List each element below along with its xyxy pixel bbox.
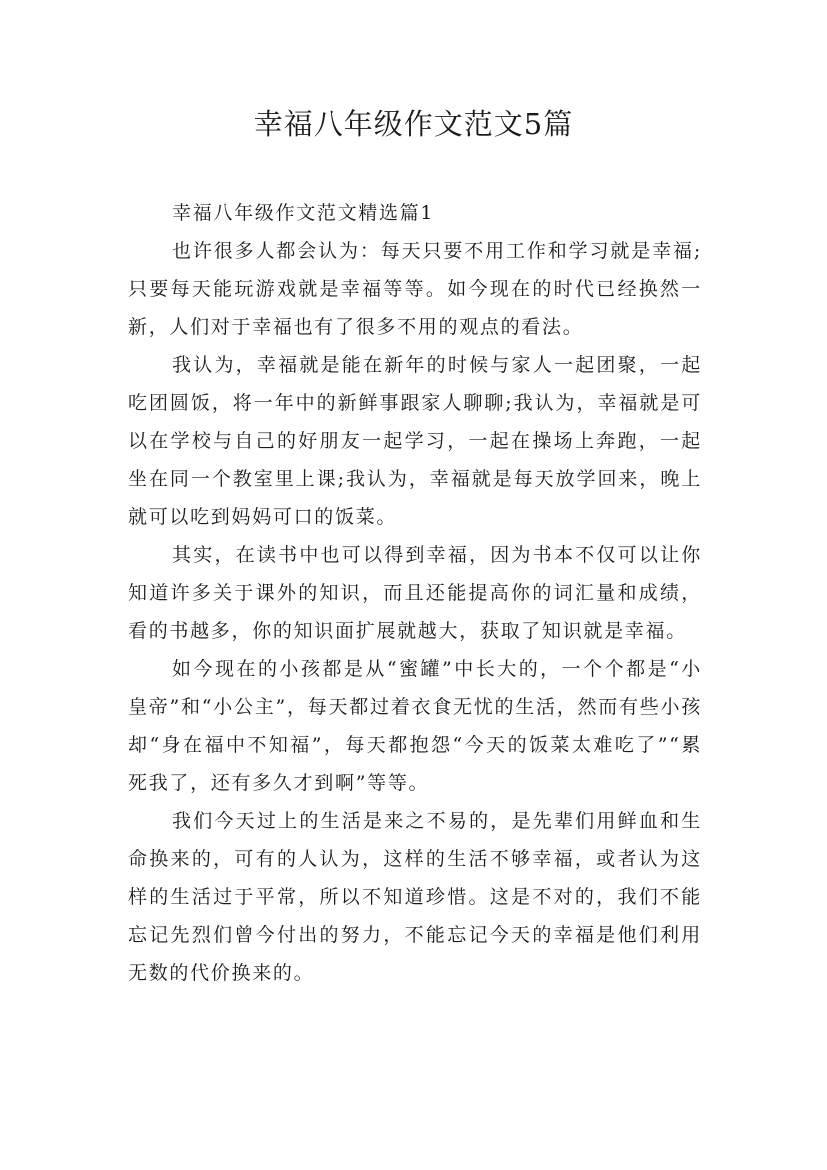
paragraph: 如今现在的小孩都是从“蜜罐”中长大的，一个个都是“小皇帝”和“小公主”，每天都过着衣食无忧的生活，然而有些小孩却“身在福中不知福”，每天都抱怨“今天的饭菜太难吃了”“累死我了，还有多久才到啊”等等。 [128, 658, 702, 794]
document-body [128, 194, 702, 992]
paragraph: 也许很多人都会认为：每天只要不用工作和学习就是幸福;只要每天能玩游戏就是幸福等等。如今现在的时代已经换然一新，人们对于幸福也有了很多不用的观点的看法。 [128, 240, 702, 338]
paragraph: 我们今天过上的生活是来之不易的，是先辈们用鲜血和生命换来的，可有的人认为，这样的生活不够幸福，或者认为这样的生活过于平常，所以不知道珍惜。这是不对的，我们不能忘记先烈们曾今付出的努力，不能忘记今天的幸福是他们利用无数的代价换来的。 [128, 810, 702, 984]
paragraph: 我认为，幸福就是能在新年的时候与家人一起团聚，一起吃团圆饭，将一年中的新鲜事跟家人聊聊;我认为，幸福就是可以在学校与自己的好朋友一起学习，一起在操场上奔跑，一起坐在同一个教室里上课;我认为，幸福就是每天放学回来，晚上就可以吃到妈妈可口的饭菜。 [128, 354, 702, 528]
section-heading: 幸福八年级作文范文精选篇1 [172, 202, 435, 224]
document-title: 幸福八年级作文范文5篇 [253, 107, 574, 141]
paragraph: 其实，在读书中也可以得到幸福，因为书本不仅可以让你知道许多关于课外的知识，而且还能提高你的词汇量和成绩，看的书越多，你的知识面扩展就越大，获取了知识就是幸福。 [128, 544, 702, 642]
